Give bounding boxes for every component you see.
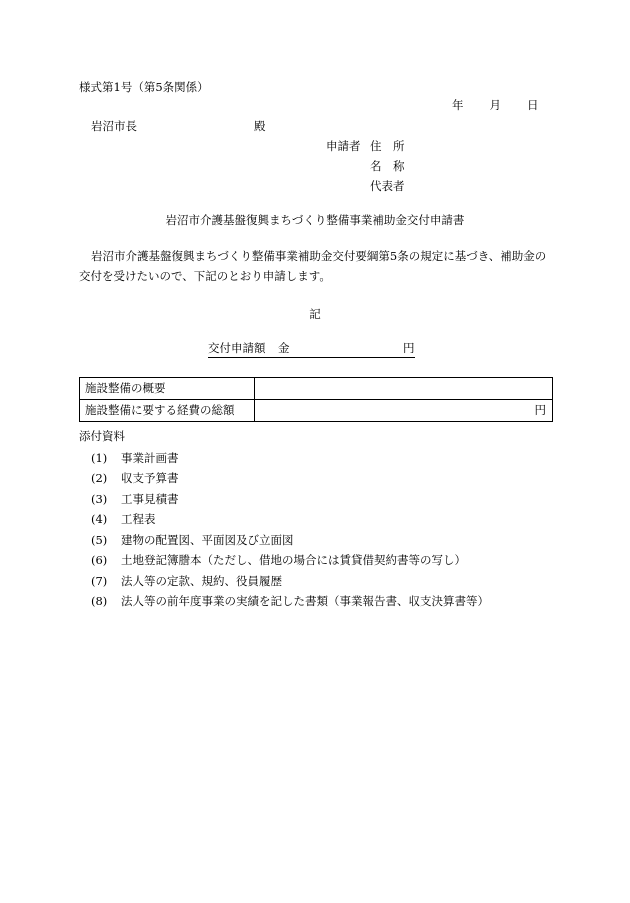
addressee: 岩沼市長 [91,119,137,133]
table-row [80,378,553,400]
facility-table [79,377,553,422]
list-item [91,469,489,490]
list-item [91,592,489,613]
table-row [80,400,553,422]
list-item-number: (4) [91,512,108,526]
form-number: 様式第1号（第5条関係） [79,80,209,94]
address-label: 住 所 [370,139,405,154]
list-item-text: 工程表 [121,512,156,526]
list-item [91,571,489,592]
facility-overview-label: 施設整備の概要 [80,378,255,400]
facility-cost-label: 施設整備に要する経費の総額 [80,400,255,422]
amount-prefix: 金 [278,341,290,355]
date-day-label: 日 [527,98,539,112]
document-title: 岩沼市介護基盤復興まちづくり整備事業補助金交付申請書 [165,213,465,227]
name-label: 名 称 [370,159,405,174]
date-field [452,100,539,112]
list-item-number: (5) [91,532,108,547]
facility-overview-value [255,378,553,400]
facility-cost-value: 円 [255,400,553,422]
representative-label: 代表者 [370,179,405,194]
list-item-number: (8) [91,594,108,608]
body-paragraph: 岩沼市介護基盤復興まちづくり整備事業補助金交付要綱第5条の規定に基づき、補助金の交付を受けたいので、下記のとおり申請します。 [79,249,547,283]
applicant-block [326,137,430,197]
attachments-list [91,448,489,612]
list-item [91,489,489,510]
applicant-address-row [326,137,430,157]
list-item-text: 事業計画書 [121,450,179,465]
list-item-number: (1) [91,450,108,465]
list-item-number: (2) [91,471,108,485]
application-amount [208,343,415,358]
list-item [91,510,489,531]
ki-heading: 記 [309,307,321,321]
applicant-representative-row [326,177,430,197]
date-year-label: 年 [452,98,464,112]
applicant-role-label: 申請者 [326,139,361,154]
list-item [91,530,489,551]
list-item-text: 工事見積書 [121,491,179,506]
list-item-number: (7) [91,573,108,588]
list-item-text: 法人等の前年度事業の実績を記した書類（事業報告書、収支決算書等） [121,594,489,608]
date-month-label: 月 [489,98,501,112]
list-item-text: 建物の配置図、平面図及び立面図 [121,532,294,547]
attachments-heading: 添付資料 [79,429,125,443]
list-item-text: 土地登記簿謄本（ただし、借地の場合には賃貸借契約書等の写し） [121,553,466,567]
list-item-number: (6) [91,553,108,567]
list-item-text: 収支予算書 [121,471,179,485]
honorific: 殿 [254,119,266,133]
list-item [91,551,489,572]
list-item-number: (3) [91,491,108,506]
applicant-name-row [326,157,430,177]
amount-unit: 円 [403,341,415,355]
list-item [91,448,489,469]
list-item-text: 法人等の定款、規約、役員履歴 [121,573,282,588]
amount-label: 交付申請額 [208,341,266,355]
